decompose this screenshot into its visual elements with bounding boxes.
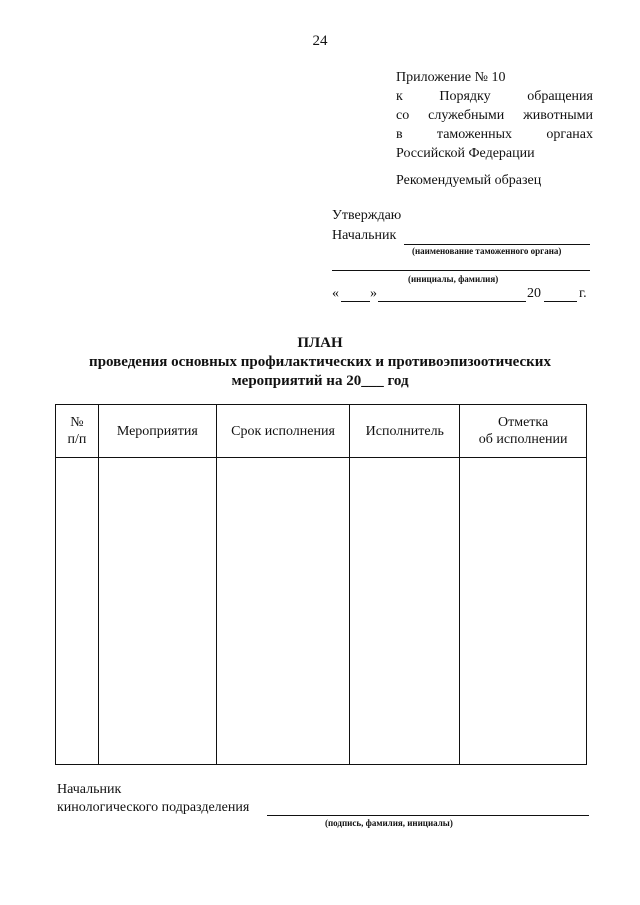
- date-day-line: [341, 301, 370, 302]
- appendix-word: в: [396, 127, 403, 142]
- appendix-line-3: [396, 106, 593, 125]
- header-text: Мероприятия: [116, 423, 198, 439]
- header-text: Отметка: [498, 415, 549, 430]
- appendix-line-2: [396, 87, 593, 106]
- appendix-line-4: [396, 125, 593, 144]
- table-cell[interactable]: [56, 458, 99, 765]
- header-text: Исполнитель: [365, 423, 444, 439]
- footer-chief-label: Начальник: [57, 782, 122, 797]
- initials-caption: (инициалы, фамилия): [408, 274, 499, 284]
- column-header-activities: [98, 405, 216, 458]
- appendix-word: таможенных: [436, 127, 513, 142]
- date-open-quote: «: [332, 286, 339, 301]
- recommended-sample-label: Рекомендуемый образец: [396, 173, 542, 188]
- header-text: №: [70, 415, 84, 430]
- appendix-word: животными: [523, 108, 593, 123]
- column-header-number: [56, 405, 99, 458]
- footer-signature-caption: (подпись, фамилия, инициалы): [325, 818, 453, 828]
- approval-block: [332, 208, 592, 308]
- date-suffix: г.: [579, 286, 587, 301]
- initials-line: [332, 270, 590, 271]
- appendix-line-5: Российской Федерации: [396, 146, 535, 161]
- title-line-3: мероприятий на 20___ год: [231, 373, 409, 389]
- table-cell[interactable]: [216, 458, 350, 765]
- header-text: Срок исполнения: [231, 423, 335, 439]
- column-header-deadline: [216, 405, 350, 458]
- table-row: [56, 458, 587, 765]
- footer-unit-label: кинологического подразделения: [57, 800, 250, 815]
- title-line-2: проведения основных профилактических и противоэпизоотических: [89, 354, 551, 370]
- appendix-word: Порядку: [439, 89, 491, 104]
- chief-row: [332, 228, 592, 248]
- org-name-line: [404, 244, 590, 245]
- approve-label: Утверждаю: [332, 208, 402, 223]
- appendix-word: обращения: [527, 89, 593, 104]
- appendix-word: органах: [546, 127, 593, 142]
- date-month-line: [378, 301, 526, 302]
- header-text: об исполнении: [478, 432, 568, 447]
- header-text: п/п: [67, 432, 87, 447]
- date-year-prefix: 20: [527, 286, 541, 301]
- approval-date-row: [332, 286, 592, 306]
- date-year-line: [544, 301, 577, 302]
- appendix-word: со: [396, 108, 410, 123]
- document-title: [0, 334, 640, 391]
- footer-signature-line: [267, 815, 589, 816]
- table-cell[interactable]: [350, 458, 460, 765]
- org-name-caption: (наименование таможенного органа): [412, 246, 562, 256]
- title-line-1: ПЛАН: [297, 335, 343, 351]
- appendix-line-1: Приложение № 10: [396, 70, 506, 85]
- table-cell[interactable]: [98, 458, 216, 765]
- column-header-completion-mark: [460, 405, 587, 458]
- appendix-block: [396, 68, 593, 163]
- table-cell[interactable]: [460, 458, 587, 765]
- page-number: 24: [312, 33, 328, 49]
- column-header-executor: [350, 405, 460, 458]
- table-header-row: [56, 405, 587, 458]
- date-close-quote: »: [370, 286, 377, 301]
- appendix-word: служебными: [428, 108, 505, 123]
- chief-label: Начальник: [332, 228, 397, 243]
- plan-table: [55, 404, 587, 765]
- appendix-word: к: [396, 89, 403, 104]
